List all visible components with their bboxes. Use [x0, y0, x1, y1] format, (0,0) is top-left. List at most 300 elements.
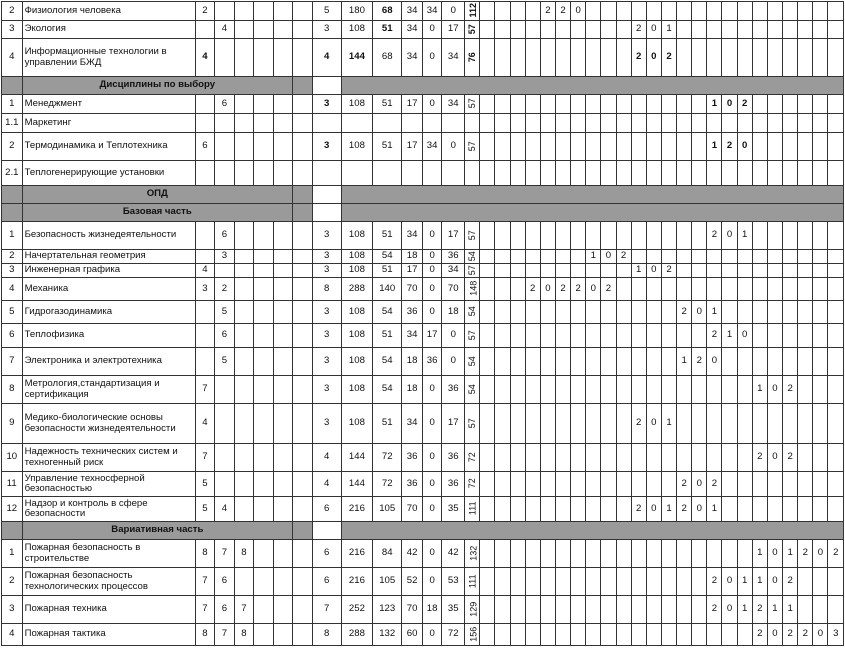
- table-cell: [555, 444, 570, 472]
- table-cell: 54: [373, 348, 402, 376]
- table-cell: [254, 324, 273, 348]
- table-cell: [692, 278, 707, 301]
- table-cell: [752, 133, 767, 161]
- discipline-name: Механика: [22, 278, 195, 301]
- table-cell: 5: [195, 497, 214, 522]
- table-cell: [525, 2, 540, 21]
- table-cell: 8: [234, 624, 253, 646]
- table-cell: 34: [442, 95, 465, 114]
- table-cell: [495, 324, 510, 348]
- discipline-name: Теплофизика: [22, 324, 195, 348]
- table-cell: [293, 624, 312, 646]
- table-cell: [254, 161, 273, 186]
- table-cell: [273, 278, 292, 301]
- table-cell: [540, 39, 555, 77]
- section-gap: [312, 522, 341, 540]
- table-cell: 51: [373, 133, 402, 161]
- table-cell: [254, 348, 273, 376]
- table-cell: 216: [341, 540, 372, 568]
- table-cell: [798, 596, 813, 624]
- table-cell: [631, 301, 646, 324]
- table-cell: 53: [442, 568, 465, 596]
- table-cell: [254, 222, 273, 250]
- table-cell: [540, 222, 555, 250]
- table-cell: [661, 376, 676, 404]
- table-cell: 0: [692, 301, 707, 324]
- table-cell: [254, 472, 273, 497]
- table-cell: [616, 540, 631, 568]
- table-cell: 34: [402, 222, 423, 250]
- table-cell: [798, 222, 813, 250]
- table-cell: [692, 264, 707, 278]
- table-cell: 1: [783, 596, 798, 624]
- table-cell: [273, 95, 292, 114]
- table-cell: [783, 264, 798, 278]
- table-cell: [293, 21, 312, 39]
- table-cell: [616, 264, 631, 278]
- table-cell: [465, 114, 480, 133]
- table-cell: 1: [722, 324, 737, 348]
- table-cell: [555, 540, 570, 568]
- table-cell: [798, 114, 813, 133]
- table-cell: 36: [402, 301, 423, 324]
- table-cell: 0: [422, 568, 441, 596]
- table-cell: [722, 624, 737, 646]
- table-cell: [195, 161, 214, 186]
- table-cell: 2: [571, 278, 586, 301]
- table-cell: 6: [215, 568, 234, 596]
- table-cell: [215, 161, 234, 186]
- table-cell: [828, 2, 844, 21]
- table-cell: [293, 540, 312, 568]
- row-number: 5: [2, 301, 23, 324]
- table-cell: [586, 324, 601, 348]
- table-cell: [737, 540, 752, 568]
- table-cell: 2: [555, 2, 570, 21]
- table-cell: 1: [677, 348, 692, 376]
- table-cell: [646, 472, 661, 497]
- table-cell: [661, 568, 676, 596]
- table-cell: 3: [312, 222, 341, 250]
- table-cell: [254, 95, 273, 114]
- total-value: 148: [468, 280, 479, 297]
- table-cell: [215, 114, 234, 133]
- table-cell: [616, 114, 631, 133]
- table-cell: [293, 264, 312, 278]
- section-title: Базовая часть: [22, 204, 293, 222]
- table-cell: [293, 324, 312, 348]
- table-cell: [465, 348, 480, 376]
- table-cell: [525, 95, 540, 114]
- table-cell: [555, 472, 570, 497]
- table-cell: [631, 278, 646, 301]
- curriculum-table: [1, 1, 844, 646]
- table-cell: [234, 2, 253, 21]
- table-cell: [767, 497, 782, 522]
- table-cell: [525, 39, 540, 77]
- table-cell: [586, 568, 601, 596]
- table-cell: 2: [752, 624, 767, 646]
- section-spacer: [293, 522, 312, 540]
- table-cell: 72: [373, 444, 402, 472]
- table-cell: 0: [422, 264, 441, 278]
- table-cell: 0: [422, 624, 441, 646]
- table-cell: [373, 114, 402, 133]
- table-cell: [480, 444, 495, 472]
- table-cell: 3: [312, 404, 341, 444]
- table-cell: [234, 161, 253, 186]
- table-cell: [510, 497, 525, 522]
- table-cell: [631, 324, 646, 348]
- table-row: [2, 250, 844, 264]
- table-cell: [571, 444, 586, 472]
- table-cell: [631, 95, 646, 114]
- table-cell: [293, 222, 312, 250]
- table-cell: [737, 376, 752, 404]
- table-cell: [495, 348, 510, 376]
- table-cell: [254, 540, 273, 568]
- table-cell: [525, 21, 540, 39]
- table-cell: [586, 376, 601, 404]
- discipline-name: Гидрогазодинамика: [22, 301, 195, 324]
- table-cell: [616, 2, 631, 21]
- table-cell: [495, 21, 510, 39]
- table-cell: [555, 404, 570, 444]
- table-cell: [601, 2, 616, 21]
- table-cell: [783, 278, 798, 301]
- table-cell: [631, 133, 646, 161]
- table-cell: 17: [442, 404, 465, 444]
- table-cell: 2: [783, 376, 798, 404]
- discipline-name: Пожарная безопасность технологических процессов: [22, 568, 195, 596]
- table-cell: [293, 2, 312, 21]
- table-row: [2, 568, 844, 596]
- discipline-name: Пожарная безопасность в строительстве: [22, 540, 195, 568]
- table-cell: [813, 404, 828, 444]
- table-cell: 216: [341, 568, 372, 596]
- table-cell: [495, 264, 510, 278]
- table-cell: [722, 376, 737, 404]
- table-cell: [480, 114, 495, 133]
- table-cell: [234, 114, 253, 133]
- table-cell: [571, 114, 586, 133]
- table-cell: 70: [402, 596, 423, 624]
- table-cell: [601, 222, 616, 250]
- table-cell: [540, 472, 555, 497]
- table-cell: [540, 404, 555, 444]
- table-cell: [646, 2, 661, 21]
- table-cell: [293, 472, 312, 497]
- table-cell: [737, 2, 752, 21]
- table-cell: [571, 21, 586, 39]
- table-cell: [798, 497, 813, 522]
- table-row: [2, 324, 844, 348]
- discipline-name: Управление техносферной безопасностью: [22, 472, 195, 497]
- row-number: 6: [2, 324, 23, 348]
- table-cell: 42: [402, 540, 423, 568]
- table-cell: [828, 21, 844, 39]
- table-cell: [813, 278, 828, 301]
- table-cell: 0: [422, 404, 441, 444]
- table-cell: 0: [442, 133, 465, 161]
- table-cell: [828, 133, 844, 161]
- table-cell: [813, 376, 828, 404]
- table-cell: [312, 161, 341, 186]
- table-cell: [495, 222, 510, 250]
- table-cell: [510, 540, 525, 568]
- row-number: 4: [2, 278, 23, 301]
- table-cell: [525, 472, 540, 497]
- table-cell: [341, 114, 372, 133]
- table-cell: [510, 348, 525, 376]
- table-cell: 2: [677, 472, 692, 497]
- table-cell: [767, 39, 782, 77]
- table-cell: [601, 301, 616, 324]
- table-cell: [465, 2, 480, 21]
- table-cell: [692, 2, 707, 21]
- table-cell: 8: [234, 540, 253, 568]
- table-cell: 5: [215, 301, 234, 324]
- table-cell: [293, 376, 312, 404]
- discipline-name: Надежность технических систем и техногенный риск: [22, 444, 195, 472]
- table-cell: [767, 161, 782, 186]
- section-spacer: [2, 204, 23, 222]
- table-cell: [495, 278, 510, 301]
- table-cell: [783, 39, 798, 77]
- table-cell: 1: [737, 596, 752, 624]
- row-number: 1: [2, 222, 23, 250]
- table-cell: [722, 264, 737, 278]
- table-cell: [722, 39, 737, 77]
- table-cell: [707, 376, 722, 404]
- table-cell: [234, 348, 253, 376]
- row-number: 8: [2, 376, 23, 404]
- table-cell: 6: [312, 497, 341, 522]
- table-cell: [495, 39, 510, 77]
- table-cell: [254, 278, 273, 301]
- table-cell: [273, 348, 292, 376]
- table-cell: [465, 301, 480, 324]
- table-cell: [752, 301, 767, 324]
- table-cell: 0: [707, 348, 722, 376]
- table-cell: [555, 301, 570, 324]
- table-cell: [677, 324, 692, 348]
- table-cell: [540, 596, 555, 624]
- section-header-row: [2, 77, 844, 95]
- table-cell: 108: [341, 21, 372, 39]
- table-cell: [722, 21, 737, 39]
- table-cell: [767, 264, 782, 278]
- table-cell: 2: [707, 222, 722, 250]
- table-cell: 3: [195, 278, 214, 301]
- table-cell: 6: [312, 568, 341, 596]
- table-cell: 5: [215, 348, 234, 376]
- table-cell: [540, 540, 555, 568]
- table-cell: [616, 568, 631, 596]
- table-cell: [555, 161, 570, 186]
- table-cell: [234, 497, 253, 522]
- table-cell: [813, 568, 828, 596]
- table-cell: [495, 161, 510, 186]
- table-cell: [234, 376, 253, 404]
- table-cell: [616, 497, 631, 522]
- table-cell: [722, 250, 737, 264]
- table-cell: [692, 376, 707, 404]
- table-cell: 17: [442, 222, 465, 250]
- table-cell: [752, 264, 767, 278]
- table-cell: [677, 2, 692, 21]
- table-row: [2, 2, 844, 21]
- table-cell: [555, 497, 570, 522]
- table-cell: 7: [215, 540, 234, 568]
- table-cell: 0: [722, 568, 737, 596]
- table-cell: 3: [215, 250, 234, 264]
- discipline-name: Метрология,стандартизация и сертификация: [22, 376, 195, 404]
- table-cell: 36: [402, 472, 423, 497]
- section-title: Вариативная часть: [22, 522, 293, 540]
- table-cell: [525, 596, 540, 624]
- table-cell: 7: [195, 568, 214, 596]
- table-cell: [510, 278, 525, 301]
- table-cell: 3: [828, 624, 844, 646]
- table-cell: [215, 264, 234, 278]
- table-cell: [540, 324, 555, 348]
- table-cell: [677, 404, 692, 444]
- table-cell: [254, 133, 273, 161]
- table-cell: [798, 21, 813, 39]
- table-row: [2, 444, 844, 472]
- table-cell: 2: [752, 444, 767, 472]
- table-cell: [631, 540, 646, 568]
- table-cell: [828, 376, 844, 404]
- table-cell: 105: [373, 568, 402, 596]
- table-cell: [631, 161, 646, 186]
- table-cell: 34: [402, 324, 423, 348]
- table-cell: [465, 324, 480, 348]
- table-cell: [215, 2, 234, 21]
- table-cell: [828, 497, 844, 522]
- table-cell: [767, 21, 782, 39]
- discipline-name: Начертательная геометрия: [22, 250, 195, 264]
- table-cell: 288: [341, 278, 372, 301]
- table-cell: [586, 497, 601, 522]
- table-cell: 2: [661, 39, 676, 77]
- table-cell: [677, 624, 692, 646]
- table-cell: [616, 444, 631, 472]
- table-cell: [616, 95, 631, 114]
- table-cell: [586, 21, 601, 39]
- table-cell: [722, 444, 737, 472]
- table-cell: [495, 472, 510, 497]
- table-cell: 0: [737, 133, 752, 161]
- table-cell: [571, 497, 586, 522]
- table-cell: [722, 161, 737, 186]
- table-cell: [273, 2, 292, 21]
- table-cell: 0: [767, 624, 782, 646]
- table-cell: [254, 264, 273, 278]
- table-cell: [195, 324, 214, 348]
- table-cell: [571, 348, 586, 376]
- table-cell: 4: [215, 497, 234, 522]
- table-cell: [234, 472, 253, 497]
- table-cell: [195, 301, 214, 324]
- table-cell: [661, 133, 676, 161]
- table-cell: 68: [373, 2, 402, 21]
- table-cell: [616, 161, 631, 186]
- table-cell: [722, 301, 737, 324]
- table-cell: [631, 596, 646, 624]
- table-cell: [767, 2, 782, 21]
- table-cell: [273, 250, 292, 264]
- table-cell: [828, 444, 844, 472]
- table-cell: [510, 444, 525, 472]
- table-cell: [828, 264, 844, 278]
- table-cell: 36: [442, 472, 465, 497]
- table-cell: 3: [312, 264, 341, 278]
- total-value: 129: [468, 601, 479, 617]
- table-cell: [442, 161, 465, 186]
- table-cell: [813, 497, 828, 522]
- table-cell: 180: [341, 2, 372, 21]
- table-cell: 0: [442, 348, 465, 376]
- row-number: 3: [2, 596, 23, 624]
- table-cell: [571, 624, 586, 646]
- table-cell: [813, 39, 828, 77]
- table-cell: [798, 568, 813, 596]
- table-cell: [828, 301, 844, 324]
- table-cell: [525, 114, 540, 133]
- table-cell: 1: [661, 21, 676, 39]
- table-cell: [571, 39, 586, 77]
- table-cell: [767, 250, 782, 264]
- table-cell: [616, 278, 631, 301]
- table-cell: 52: [402, 568, 423, 596]
- table-cell: [692, 21, 707, 39]
- table-cell: 1: [737, 568, 752, 596]
- table-cell: 3: [312, 376, 341, 404]
- table-cell: 2: [525, 278, 540, 301]
- section-title: ОПД: [22, 186, 293, 204]
- table-cell: 0: [692, 497, 707, 522]
- table-cell: [601, 596, 616, 624]
- table-cell: 140: [373, 278, 402, 301]
- table-cell: 51: [373, 324, 402, 348]
- table-cell: 2: [631, 404, 646, 444]
- table-cell: [510, 301, 525, 324]
- table-cell: 2: [707, 472, 722, 497]
- table-cell: 216: [341, 497, 372, 522]
- table-cell: [767, 114, 782, 133]
- table-row: [2, 114, 844, 133]
- table-cell: 2: [631, 39, 646, 77]
- table-cell: [495, 95, 510, 114]
- table-cell: 8: [195, 624, 214, 646]
- table-cell: [752, 95, 767, 114]
- table-cell: [828, 114, 844, 133]
- table-cell: 5: [312, 2, 341, 21]
- table-cell: 0: [422, 222, 441, 250]
- table-cell: 2: [616, 250, 631, 264]
- table-cell: [571, 301, 586, 324]
- table-cell: [586, 404, 601, 444]
- discipline-name: Термодинамика и Теплотехника: [22, 133, 195, 161]
- table-cell: [465, 250, 480, 264]
- table-cell: [752, 404, 767, 444]
- table-cell: 3: [312, 133, 341, 161]
- table-cell: [525, 444, 540, 472]
- table-cell: 0: [586, 278, 601, 301]
- table-cell: [813, 264, 828, 278]
